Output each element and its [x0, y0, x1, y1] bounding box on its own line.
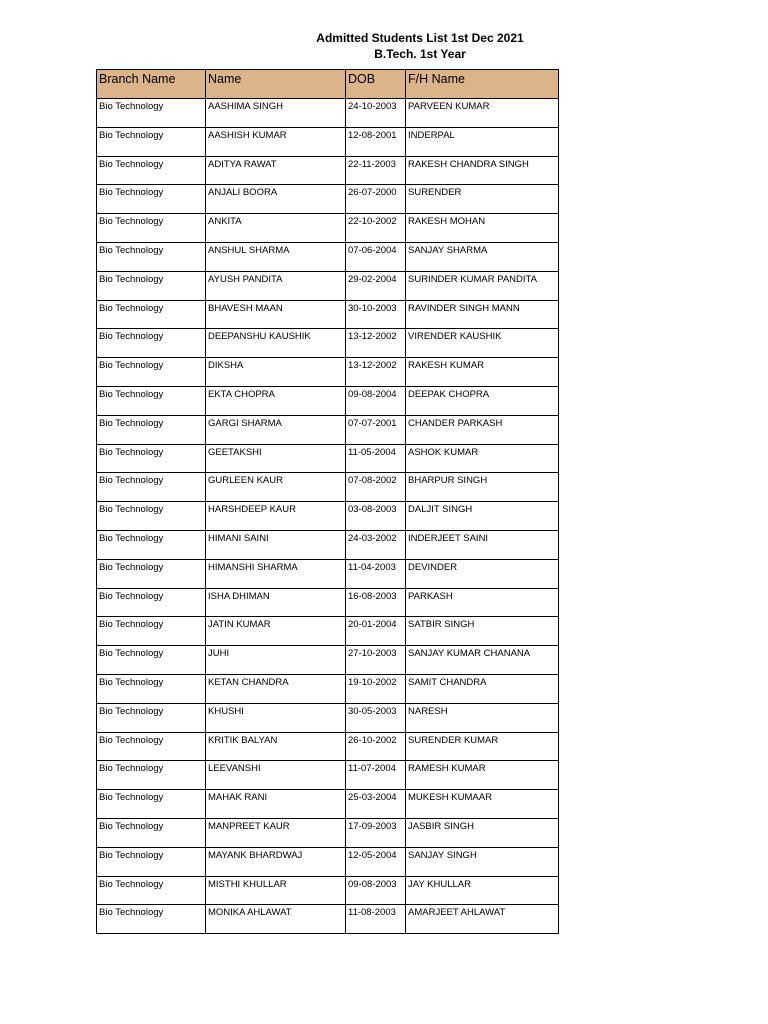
cell-dob: 07-06-2004	[346, 242, 406, 271]
cell-branch-name: Bio Technology	[97, 156, 206, 185]
cell-name: AYUSH PANDITA	[206, 271, 346, 300]
cell-fh-name: INDERJEET SAINI	[406, 530, 559, 559]
cell-branch-name: Bio Technology	[97, 674, 206, 703]
cell-name: HIMANI SAINI	[206, 530, 346, 559]
column-header-fh-name: F/H Name	[406, 70, 559, 99]
cell-name: ISHA DHIMAN	[206, 588, 346, 617]
cell-name: ANKITA	[206, 214, 346, 243]
cell-fh-name: JASBIR SINGH	[406, 818, 559, 847]
cell-name: KHUSHI	[206, 703, 346, 732]
column-header-branch-name: Branch Name	[97, 70, 206, 99]
cell-name: ANSHUL SHARMA	[206, 242, 346, 271]
cell-name: LEEVANSHI	[206, 761, 346, 790]
cell-dob: 07-07-2001	[346, 415, 406, 444]
table-row	[97, 444, 559, 473]
cell-branch-name: Bio Technology	[97, 646, 206, 675]
cell-name: MAHAK RANI	[206, 790, 346, 819]
table-row	[97, 329, 559, 358]
cell-name: GEETAKSHI	[206, 444, 346, 473]
cell-branch-name: Bio Technology	[97, 530, 206, 559]
cell-branch-name: Bio Technology	[97, 905, 206, 934]
cell-fh-name: DEVINDER	[406, 559, 559, 588]
cell-name: AASHIMA SINGH	[206, 99, 346, 128]
cell-fh-name: RAVINDER SINGH MANN	[406, 300, 559, 329]
cell-fh-name: INDERPAL	[406, 127, 559, 156]
cell-branch-name: Bio Technology	[97, 271, 206, 300]
cell-fh-name: VIRENDER KAUSHIK	[406, 329, 559, 358]
cell-name: GURLEEN KAUR	[206, 473, 346, 502]
cell-dob: 20-01-2004	[346, 617, 406, 646]
cell-name: KRITIK BALYAN	[206, 732, 346, 761]
cell-fh-name: SURENDER	[406, 185, 559, 214]
table-row	[97, 703, 559, 732]
table-row	[97, 415, 559, 444]
table-row	[97, 847, 559, 876]
cell-dob: 24-03-2002	[346, 530, 406, 559]
cell-branch-name: Bio Technology	[97, 300, 206, 329]
cell-branch-name: Bio Technology	[97, 415, 206, 444]
cell-dob: 13-12-2002	[346, 358, 406, 387]
cell-branch-name: Bio Technology	[97, 818, 206, 847]
table-row	[97, 185, 559, 214]
cell-fh-name: AMARJEET AHLAWAT	[406, 905, 559, 934]
table-row	[97, 127, 559, 156]
cell-name: ADITYA RAWAT	[206, 156, 346, 185]
cell-fh-name: PARKASH	[406, 588, 559, 617]
cell-dob: 22-11-2003	[346, 156, 406, 185]
cell-branch-name: Bio Technology	[97, 876, 206, 905]
table-row	[97, 646, 559, 675]
cell-dob: 25-03-2004	[346, 790, 406, 819]
cell-fh-name: CHANDER PARKASH	[406, 415, 559, 444]
cell-name: BHAVESH MAAN	[206, 300, 346, 329]
cell-name: JUHI	[206, 646, 346, 675]
cell-fh-name: RAKESH CHANDRA SINGH	[406, 156, 559, 185]
cell-dob: 13-12-2002	[346, 329, 406, 358]
cell-fh-name: ASHOK KUMAR	[406, 444, 559, 473]
cell-name: MAYANK BHARDWAJ	[206, 847, 346, 876]
cell-branch-name: Bio Technology	[97, 444, 206, 473]
cell-name: MONIKA AHLAWAT	[206, 905, 346, 934]
cell-branch-name: Bio Technology	[97, 329, 206, 358]
cell-name: ANJALI BOORA	[206, 185, 346, 214]
cell-fh-name: SANJAY KUMAR CHANANA	[406, 646, 559, 675]
cell-dob: 12-08-2001	[346, 127, 406, 156]
table-row	[97, 818, 559, 847]
cell-dob: 12-05-2004	[346, 847, 406, 876]
cell-branch-name: Bio Technology	[97, 847, 206, 876]
table-row	[97, 761, 559, 790]
table-row	[97, 588, 559, 617]
cell-branch-name: Bio Technology	[97, 559, 206, 588]
cell-fh-name: RAKESH MOHAN	[406, 214, 559, 243]
cell-dob: 27-10-2003	[346, 646, 406, 675]
cell-name: HARSHDEEP KAUR	[206, 502, 346, 531]
cell-dob: 19-10-2002	[346, 674, 406, 703]
cell-dob: 09-08-2003	[346, 876, 406, 905]
cell-fh-name: NARESH	[406, 703, 559, 732]
table-row	[97, 99, 559, 128]
column-header-dob: DOB	[346, 70, 406, 99]
cell-fh-name: RAMESH KUMAR	[406, 761, 559, 790]
cell-name: DEEPANSHU KAUSHIK	[206, 329, 346, 358]
table-row	[97, 502, 559, 531]
cell-branch-name: Bio Technology	[97, 588, 206, 617]
cell-fh-name: BHARPUR SINGH	[406, 473, 559, 502]
cell-fh-name: SAMIT CHANDRA	[406, 674, 559, 703]
cell-name: KETAN CHANDRA	[206, 674, 346, 703]
cell-branch-name: Bio Technology	[97, 703, 206, 732]
table-row	[97, 674, 559, 703]
cell-name: MANPREET KAUR	[206, 818, 346, 847]
cell-branch-name: Bio Technology	[97, 386, 206, 415]
cell-name: DIKSHA	[206, 358, 346, 387]
students-table	[96, 69, 559, 934]
cell-fh-name: PARVEEN KUMAR	[406, 99, 559, 128]
cell-fh-name: SURINDER KUMAR PANDITA	[406, 271, 559, 300]
cell-dob: 30-05-2003	[346, 703, 406, 732]
cell-branch-name: Bio Technology	[97, 473, 206, 502]
cell-dob: 09-08-2004	[346, 386, 406, 415]
table-row	[97, 559, 559, 588]
cell-branch-name: Bio Technology	[97, 502, 206, 531]
cell-dob: 26-07-2000	[346, 185, 406, 214]
cell-dob: 11-07-2004	[346, 761, 406, 790]
cell-branch-name: Bio Technology	[97, 185, 206, 214]
table-row	[97, 156, 559, 185]
cell-fh-name: DALJIT SINGH	[406, 502, 559, 531]
cell-branch-name: Bio Technology	[97, 761, 206, 790]
cell-fh-name: JAY KHULLAR	[406, 876, 559, 905]
cell-dob: 24-10-2003	[346, 99, 406, 128]
cell-fh-name: SATBIR SINGH	[406, 617, 559, 646]
cell-dob: 22-10-2002	[346, 214, 406, 243]
cell-branch-name: Bio Technology	[97, 214, 206, 243]
table-row	[97, 876, 559, 905]
cell-dob: 11-04-2003	[346, 559, 406, 588]
cell-fh-name: MUKESH KUMAAR	[406, 790, 559, 819]
page-subtitle: B.Tech. 1st Year	[374, 47, 466, 61]
cell-branch-name: Bio Technology	[97, 732, 206, 761]
table-header-row	[97, 70, 559, 99]
cell-name: EKTA CHOPRA	[206, 386, 346, 415]
table-row	[97, 300, 559, 329]
table-row	[97, 271, 559, 300]
cell-dob: 03-08-2003	[346, 502, 406, 531]
cell-dob: 26-10-2002	[346, 732, 406, 761]
table-row	[97, 242, 559, 271]
table-row	[97, 530, 559, 559]
cell-name: HIMANSHI SHARMA	[206, 559, 346, 588]
cell-branch-name: Bio Technology	[97, 790, 206, 819]
table-row	[97, 214, 559, 243]
cell-fh-name: RAKESH KUMAR	[406, 358, 559, 387]
cell-branch-name: Bio Technology	[97, 242, 206, 271]
cell-branch-name: Bio Technology	[97, 127, 206, 156]
table-row	[97, 386, 559, 415]
cell-dob: 16-08-2003	[346, 588, 406, 617]
cell-fh-name: SURENDER KUMAR	[406, 732, 559, 761]
cell-branch-name: Bio Technology	[97, 358, 206, 387]
cell-branch-name: Bio Technology	[97, 99, 206, 128]
page-title: Admitted Students List 1st Dec 2021	[316, 31, 524, 45]
table-row	[97, 905, 559, 934]
table-row	[97, 473, 559, 502]
cell-dob: 30-10-2003	[346, 300, 406, 329]
cell-name: GARGI SHARMA	[206, 415, 346, 444]
cell-branch-name: Bio Technology	[97, 617, 206, 646]
cell-name: JATIN KUMAR	[206, 617, 346, 646]
cell-dob: 29-02-2004	[346, 271, 406, 300]
cell-dob: 17-09-2003	[346, 818, 406, 847]
table-row	[97, 732, 559, 761]
table-row	[97, 790, 559, 819]
cell-fh-name: SANJAY SHARMA	[406, 242, 559, 271]
table-row	[97, 617, 559, 646]
cell-fh-name: SANJAY SINGH	[406, 847, 559, 876]
column-header-name: Name	[206, 70, 346, 99]
cell-dob: 07-08-2002	[346, 473, 406, 502]
cell-dob: 11-05-2004	[346, 444, 406, 473]
cell-fh-name: DEEPAK CHOPRA	[406, 386, 559, 415]
cell-dob: 11-08-2003	[346, 905, 406, 934]
cell-name: AASHISH KUMAR	[206, 127, 346, 156]
cell-name: MISTHI KHULLAR	[206, 876, 346, 905]
table-row	[97, 358, 559, 387]
